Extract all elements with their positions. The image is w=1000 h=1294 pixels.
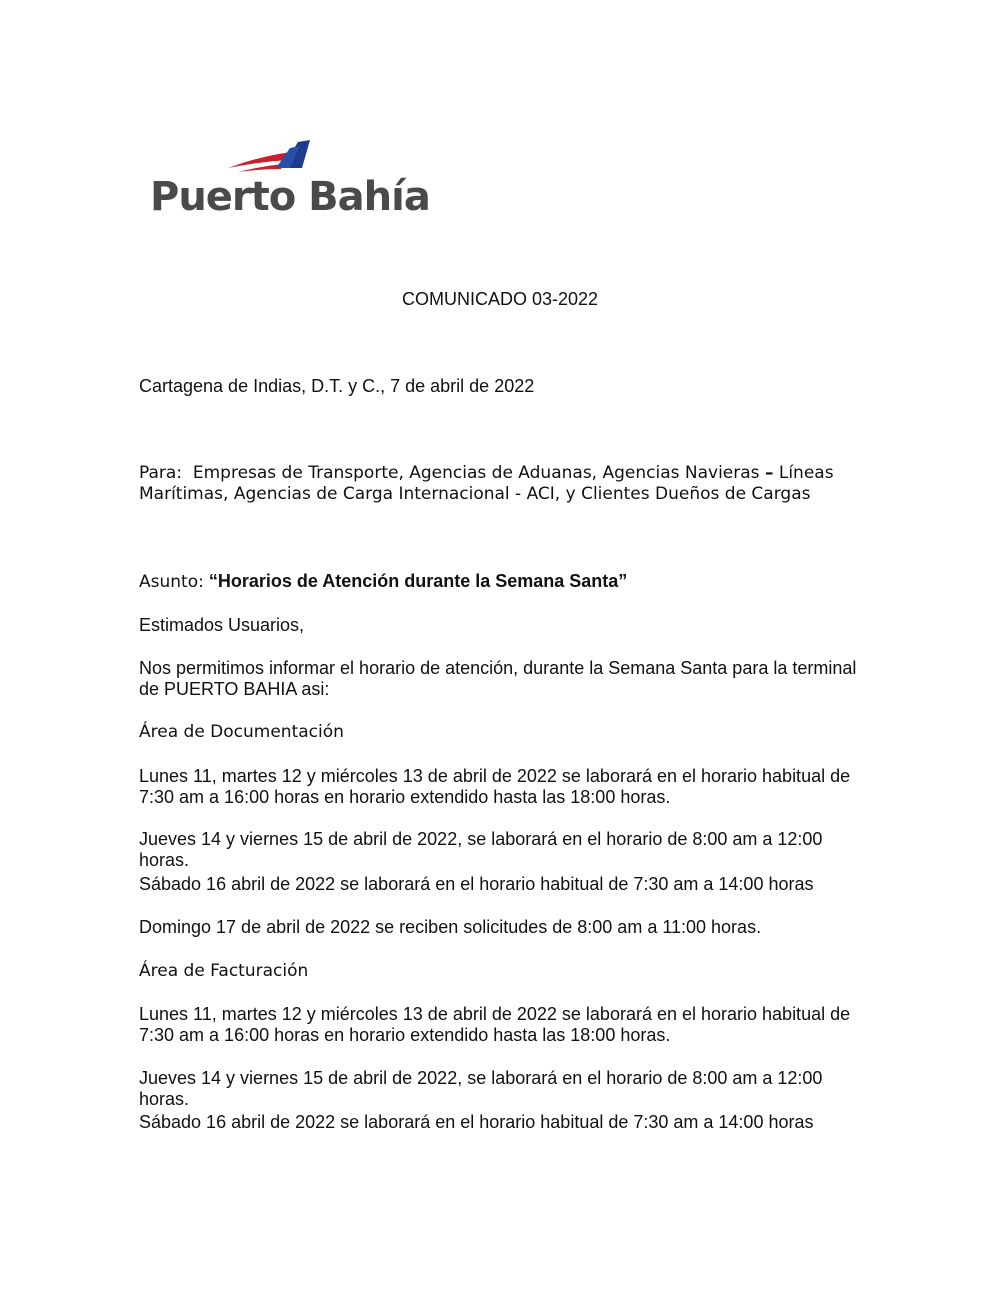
documentacion-item: Domingo 17 de abril de 2022 se reciben solicitudes de 8:00 am a 11:00 horas. [139, 917, 762, 937]
intro-paragraph: Nos permitimos informar el horario de atención, durante la Semana Santa para la terminal de PUERTO BAHIA asi: [139, 658, 857, 699]
puerto-bahia-logo [150, 138, 430, 220]
document-title: COMUNICADO 03-2022 [401, 289, 599, 309]
documentacion-item: Lunes 11, martes 12 y miércoles 13 de abril de 2022 se laborará en el horario habitual de 7:30 am a 16:00 horas en horario extendido hasta las 18:00 horas. [139, 766, 851, 807]
para-recipients-a: Empresas de Transporte, Agencias de Aduanas, Agencias Navieras [192, 463, 760, 483]
para-dash: – [764, 463, 774, 483]
asunto-label: Asunto: [139, 572, 204, 592]
documentacion-item: Sábado 16 abril de 2022 se laborará en el horario habitual de 7:30 am a 14:00 horas [139, 874, 814, 894]
asunto-value: “Horarios de Atención durante la Semana Santa” [208, 571, 628, 591]
facturacion-item: Sábado 16 abril de 2022 se laborará en el horario habitual de 7:30 am a 14:00 horas [139, 1112, 814, 1132]
greeting: Estimados Usuarios, [139, 615, 305, 635]
para-block [139, 463, 869, 505]
svg-text:Puerto Bahía: Puerto Bahía [150, 174, 430, 220]
date-line: Cartagena de Indias, D.T. y C., 7 de abril de 2022 [139, 376, 535, 396]
facturacion-item: Jueves 14 y viernes 15 de abril de 2022, se laborará en el horario de 8:00 am a 12:00 horas. [139, 1068, 823, 1109]
para-label: Para: [139, 463, 183, 483]
facturacion-item: Lunes 11, martes 12 y miércoles 13 de abril de 2022 se laborará en el horario habitual de 7:30 am a 16:00 horas en horario extendido hasta las 18:00 horas. [139, 1004, 851, 1045]
para-recipients-b: Líneas [778, 463, 834, 483]
section-heading-facturacion: Área de Facturación [139, 961, 309, 981]
section-heading-documentacion: Área de Documentación [139, 722, 344, 742]
asunto-line [139, 571, 869, 593]
para-recipients-line2: Marítimas, Agencias de Carga Internacional - ACI, y Clientes Dueños de Cargas [139, 484, 811, 504]
documentacion-item: Jueves 14 y viernes 15 de abril de 2022, se laborará en el horario de 8:00 am a 12:00 horas. [139, 829, 823, 870]
